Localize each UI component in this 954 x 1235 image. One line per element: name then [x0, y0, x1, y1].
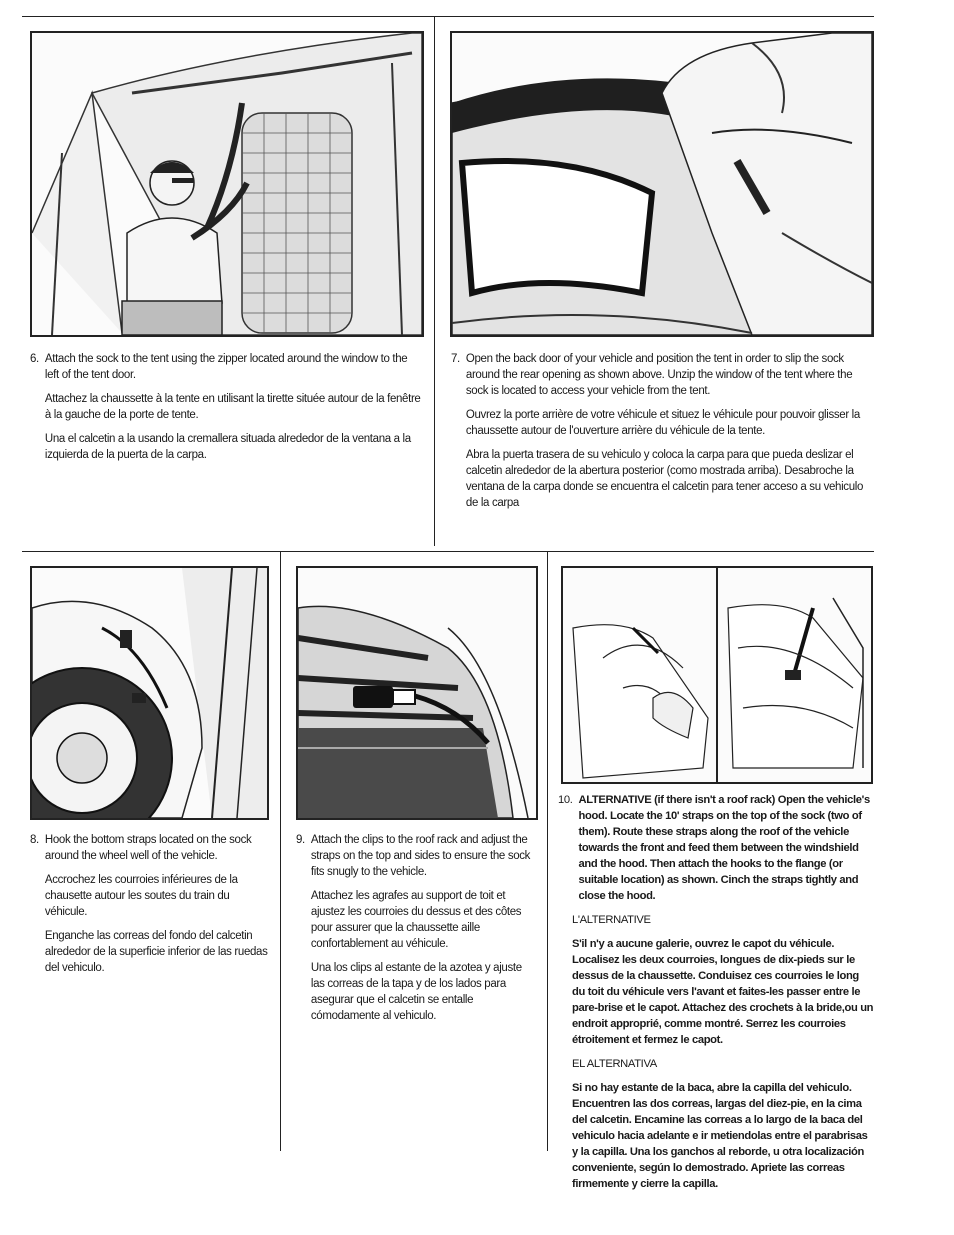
hood-flange-strap-illustration: [561, 566, 873, 784]
step-8-number: 8.: [30, 834, 39, 846]
step-8-english: Hook the bottom straps located on the sock around the wheel well of the vehicle.: [44, 834, 252, 862]
step-7-text: [451, 351, 871, 519]
step-9-number: 9.: [296, 834, 305, 846]
step-7-number: 7.: [451, 353, 460, 365]
step-9-spanish: Una los clips al estante de la azotea y ajuste las correas de la tapa y de los lados para asegurar que el calcetin se entalle cómodamente al vehiculo.: [310, 962, 522, 1022]
step-6-number: 6.: [30, 353, 39, 365]
step-10-text: [558, 792, 874, 1200]
top-rule: [22, 16, 874, 17]
step-9-english: Attach the clips to the roof rack and adjust the straps on the top and sides to ensure the sock fits snugly to the vehicle.: [310, 834, 531, 878]
step-10-spanish: Si no hay estante de la baca, abre la capilla del vehiculo. Encuentren las dos correas, largas del diez-pie, en la cima del calcetin. Encamine las correas a lo largo de la baca del vehiculo hacia adelante e ir metiendolas entre el parabrisas y la capilla. Una los ganchos al reborde, u otra localización conveniente, según lo demostrado. Apriete las correas firmemente y cierre la capilla.: [572, 1082, 868, 1190]
step-8-spanish: Enganche las correas del fondo del calcetin alrededor de la superficie inferior de las ruedas del vehiculo.: [44, 930, 268, 974]
step-8-text: [30, 832, 270, 984]
step-10-number: 10.: [558, 794, 573, 806]
wheel-well-strap-illustration: [30, 566, 269, 820]
roof-rack-clip-illustration: [296, 566, 538, 820]
step-9-french: Attachez les agrafes au support de toit et ajustez les courroies du dessus et des côtes pour assurer que la chaussette aille confortablement au véhicule.: [310, 890, 522, 950]
step-7-english: Open the back door of your vehicle and position the tent in order to slip the sock around the rear opening as shown above. Unzip the window of the tent where the sock is located to access your vehicle from the tent.: [465, 353, 853, 397]
lower-divider-2: [547, 551, 548, 1151]
step-9-text: [296, 832, 536, 1032]
step-7-french: Ouvrez la porte arrière de votre véhicule et situez le véhicule pour pouvoir glisser la chaussette autour de l'ouverture arrière du véhicule de la tente.: [465, 409, 860, 437]
step-10-spanish-heading: EL ALTERNATIVA: [572, 1058, 657, 1070]
person-zipping-tent-illustration: [30, 31, 424, 337]
lower-divider-1: [280, 551, 281, 1151]
step-7-spanish: Abra la puerta trasera de su vehiculo y coloca la carpa para que pueda deslizar el calcetin alrededor de la abertura posterior (como mostrada arriba). Desabroche la ventana de la carpa donde se encuentra el calcetin para tener acceso a su vehiculo de la carpa: [465, 449, 863, 509]
step-6-spanish: Una el calcetin a la usando la cremallera situada alrededor de la ventana a la izquierda de la puerta de la carpa.: [44, 433, 411, 461]
step-6-text: [30, 351, 422, 471]
step-6-english: Attach the sock to the tent using the zipper located around the window to the left of the tent door.: [44, 353, 408, 381]
step-10-french-heading: L'ALTERNATIVE: [572, 914, 651, 926]
step-10-french: S'il n'y a aucune galerie, ouvrez le capot du véhicule. Localisez les deux courroies, longues de dix-pieds sur le dessus de la chaussette. Conduisez ces courroies le long du toit du véhicule vers l'avant et faites-les passer entre le pare-brise et le capot. Attachez des crochets à la bride,ou un endroit approprié, comme montré. Serrez les courroies étroitement et fermez le capot.: [572, 938, 874, 1046]
step-6-french: Attachez la chaussette à la tente en utilisant la tirette située autour de la fenêtre à la gauche de la porte de tente.: [44, 393, 421, 421]
car-rear-opening-illustration: [450, 31, 874, 337]
upper-vertical-divider: [434, 16, 435, 546]
step-8-french: Accrochez les courroies inférieures de la chausette autour les soutes du train du véhicule.: [44, 874, 238, 918]
step-10-english: ALTERNATIVE (if there isn't a roof rack) Open the vehicle's hood. Locate the 10' straps on the top of the sock (two of them). Route these straps along the roof of the vehicle towards the front and feed them between the windshield and the hood. Then attach the hooks to the flange (or suitable location) as shown. Cinch the straps tightly and close the hood.: [578, 794, 870, 902]
middle-rule: [22, 551, 874, 552]
